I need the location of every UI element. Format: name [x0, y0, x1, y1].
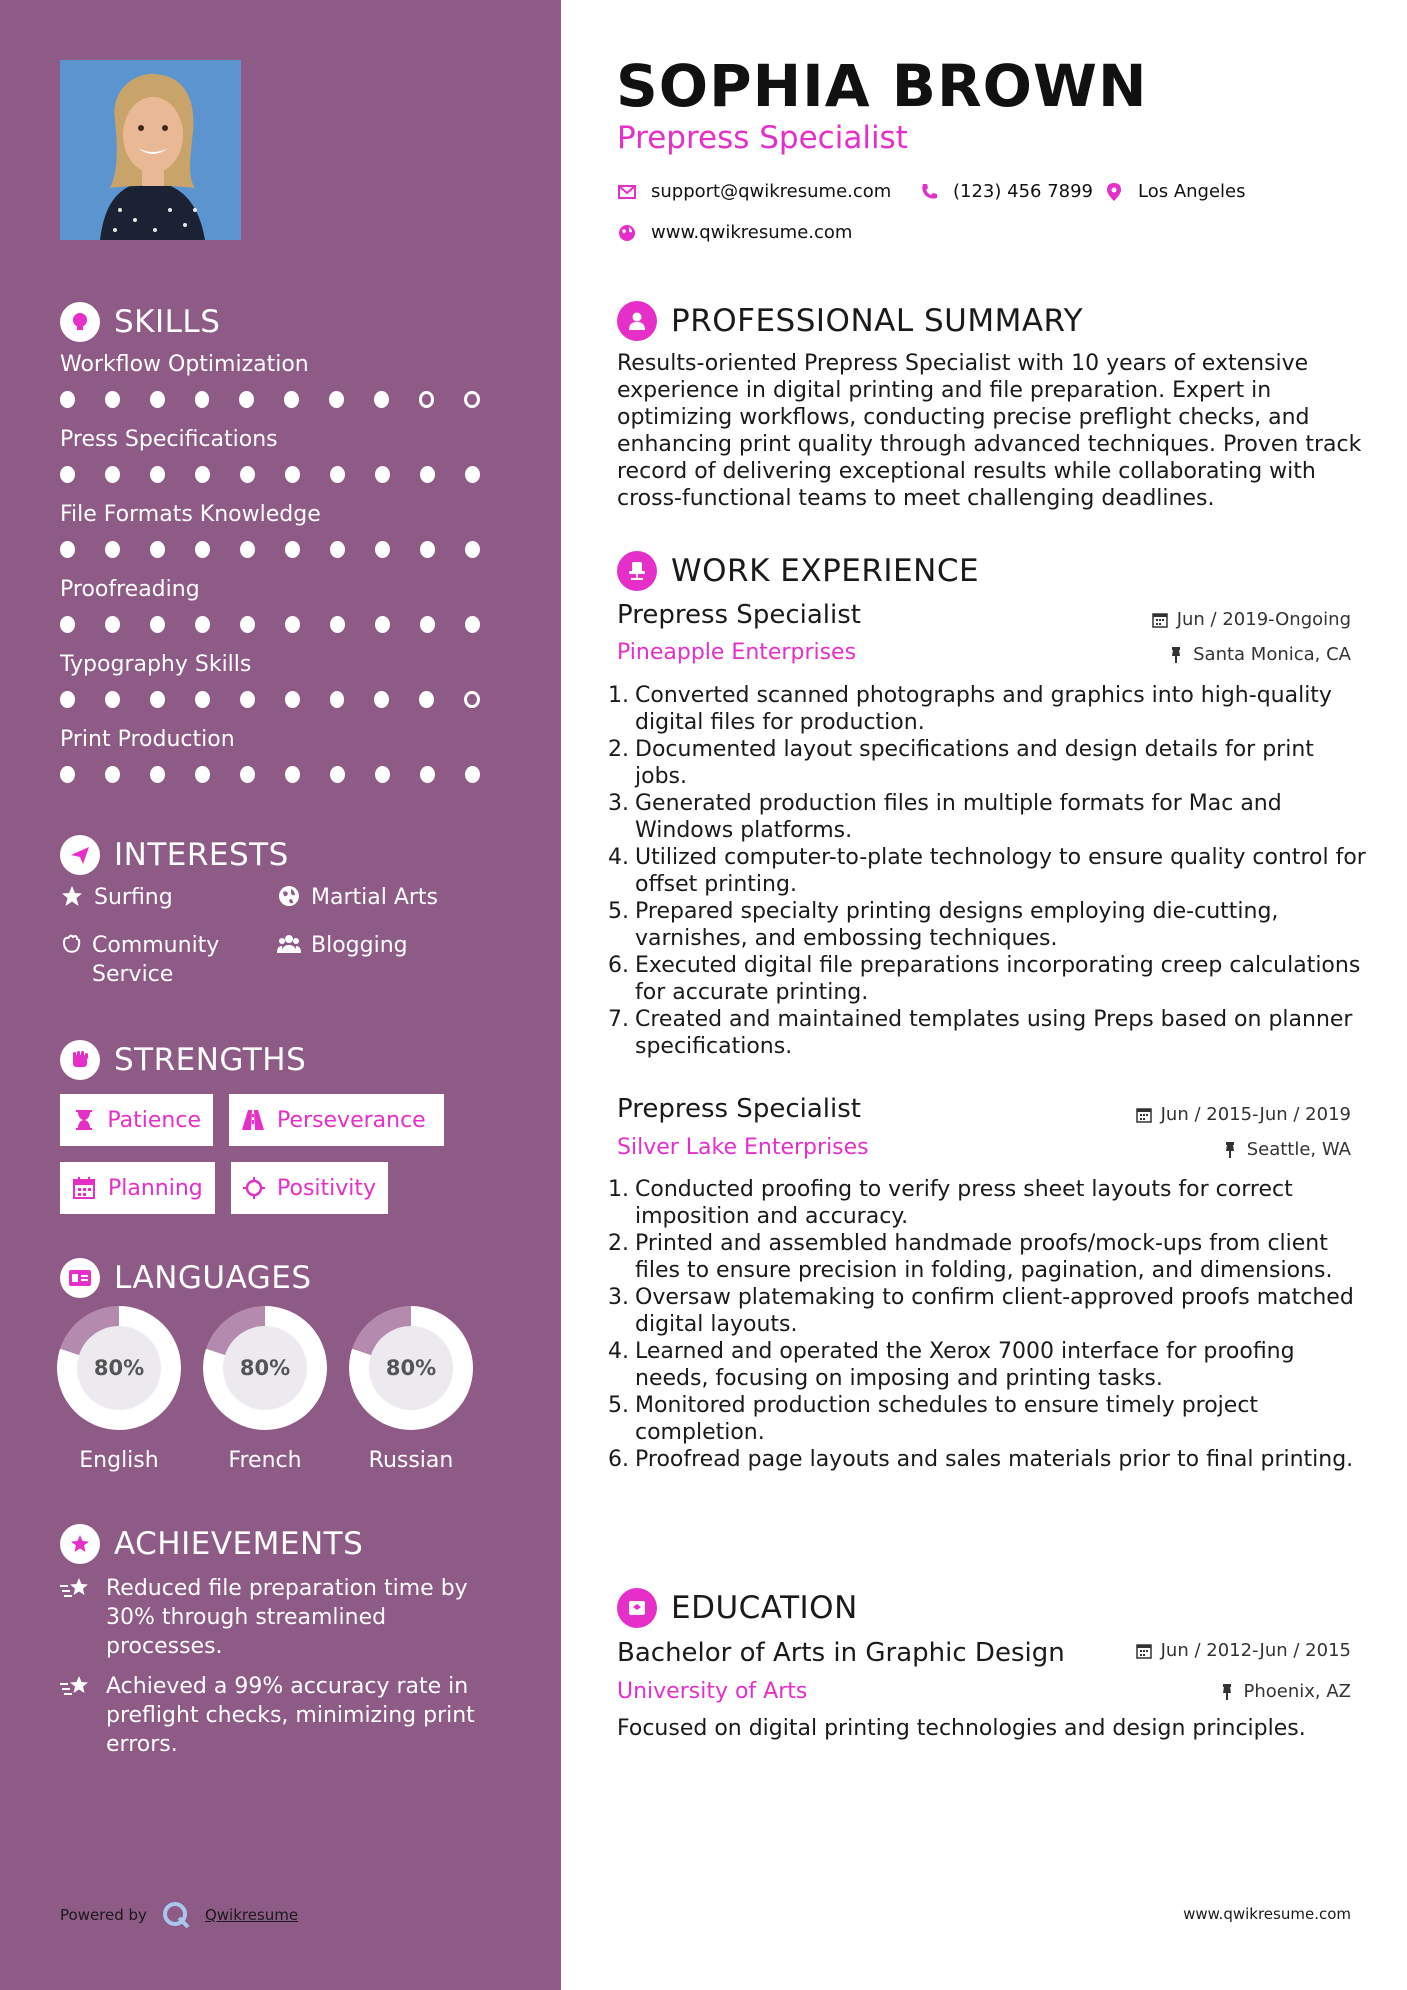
sun-icon — [243, 1176, 265, 1200]
school-name: University of Arts — [617, 1679, 808, 1704]
pushpin-icon — [1167, 646, 1185, 664]
responsibility-item — [608, 898, 1367, 952]
interests-heading — [60, 835, 289, 875]
education-location — [1218, 1681, 1352, 1702]
rating-dot-filled — [420, 541, 435, 558]
hourglass-icon — [72, 1108, 95, 1132]
list-number: 1. — [608, 683, 629, 708]
achievement-item — [60, 1574, 500, 1661]
pushpin-icon — [1218, 1683, 1236, 1701]
rating-dot-filled — [420, 616, 435, 633]
language-icon — [60, 1258, 100, 1298]
rating-dot-filled — [375, 616, 390, 633]
interest-item — [277, 883, 438, 912]
responsibility-item — [608, 952, 1367, 1006]
language-item — [57, 1306, 181, 1473]
rating-dot-filled — [375, 541, 390, 558]
job-dates — [1151, 609, 1351, 630]
section-title: INTERESTS — [114, 837, 289, 873]
rating-dot-empty — [419, 391, 435, 408]
responsibility-item — [608, 1392, 1367, 1446]
education-dates — [1135, 1640, 1351, 1661]
education-description: Focused on digital printing technologies and design principles. — [617, 1716, 1306, 1741]
dates-text: Jun / 2019-Ongoing — [1176, 609, 1351, 630]
achievement-text: Achieved a 99% accuracy rate in preflight checks, minimizing print errors. — [106, 1674, 475, 1757]
strength-label: Positivity — [277, 1175, 377, 1201]
qwikresume-link[interactable]: Qwikresume — [204, 1906, 299, 1924]
section-title: LANGUAGES — [114, 1260, 312, 1296]
responsibility-text: Proofread page layouts and sales materials prior to final printing. — [635, 1447, 1354, 1472]
contact-email[interactable] — [617, 181, 891, 202]
globe-icon — [617, 223, 637, 243]
list-number: 7. — [608, 1007, 629, 1032]
location-text: Santa Monica, CA — [1193, 644, 1351, 665]
degree-title: Bachelor of Arts in Graphic Design — [617, 1638, 1065, 1668]
strength-badge — [229, 1094, 444, 1146]
achievement-text: Reduced file preparation time by 30% through streamlined processes. — [106, 1576, 468, 1659]
sidebar — [0, 0, 561, 1990]
skill-row — [60, 427, 510, 483]
list-number: 4. — [608, 1339, 629, 1364]
rating-dot-filled — [240, 466, 255, 483]
rating-dot-filled — [330, 691, 345, 708]
section-title: WORK EXPERIENCE — [671, 553, 980, 589]
achievement-item — [60, 1672, 500, 1759]
map-pin-icon — [1104, 182, 1124, 202]
job-location — [1167, 644, 1351, 665]
rating-dot-filled — [240, 691, 255, 708]
rating-dot-filled — [60, 541, 75, 558]
interest-item — [60, 883, 173, 912]
fist-icon — [60, 1040, 100, 1080]
rating-dot-filled — [465, 466, 480, 483]
rating-dot-filled — [195, 691, 210, 708]
candidate-role: Prepress Specialist — [617, 120, 908, 156]
contact-website[interactable] — [617, 222, 852, 243]
job-company: Silver Lake Enterprises — [617, 1135, 869, 1160]
experience-heading — [617, 551, 979, 591]
list-number: 1. — [608, 1177, 629, 1202]
envelope-icon — [617, 182, 637, 202]
rating-dot-filled — [60, 466, 75, 483]
rating-dot-filled — [420, 766, 435, 783]
responsibility-text: Generated production files in multiple formats for Mac and Windows platforms. — [635, 791, 1282, 843]
responsibility-text: Monitored production schedules to ensure timely project completion. — [635, 1393, 1259, 1445]
shooting-star-icon — [60, 1576, 92, 1661]
interest-label: Community Service — [92, 933, 220, 987]
skill-name: Print Production — [60, 727, 235, 752]
summary-heading — [617, 301, 1083, 341]
rating-dot-filled — [330, 616, 345, 633]
skill-name: Typography Skills — [60, 652, 252, 677]
powered-by-label: Powered by — [60, 1906, 147, 1924]
skill-rating — [60, 466, 510, 483]
office-chair-icon — [617, 551, 657, 591]
responsibility-text: Prepared specialty printing designs employing die-cutting, varnishes, and embossing techniques. — [635, 899, 1279, 951]
responsibility-text: Printed and assembled handmade proofs/mock-ups from client files to ensure precision in folding, pagination, and dimensions. — [635, 1231, 1333, 1283]
language-percent: 80% — [77, 1326, 161, 1410]
skill-row — [60, 577, 510, 633]
rating-dot-filled — [150, 391, 165, 408]
skill-row — [60, 352, 510, 408]
powered-by — [60, 1900, 298, 1930]
contact-location — [1104, 181, 1246, 202]
language-percent: 80% — [369, 1326, 453, 1410]
section-title: STRENGTHS — [114, 1042, 307, 1078]
rating-dot-filled — [284, 391, 299, 408]
strengths-heading — [60, 1040, 306, 1080]
language-progress-ring — [203, 1306, 327, 1430]
rating-dot-filled — [195, 541, 210, 558]
rating-dot-empty — [464, 391, 480, 408]
responsibility-item — [608, 682, 1367, 736]
language-progress-ring — [57, 1306, 181, 1430]
language-name: French — [228, 1448, 302, 1473]
strength-badge — [60, 1094, 213, 1146]
calendar-icon — [1151, 611, 1169, 629]
rating-dot-filled — [150, 691, 165, 708]
skill-name: Press Specifications — [60, 427, 278, 452]
rating-dot-filled — [240, 616, 255, 633]
globe-icon — [277, 883, 301, 909]
rating-dot-filled — [239, 391, 254, 408]
rating-dot-filled — [195, 466, 210, 483]
interest-label: Surfing — [94, 885, 173, 910]
rating-dot-filled — [330, 541, 345, 558]
rating-dot-filled — [285, 766, 300, 783]
rating-dot-filled — [375, 466, 390, 483]
skill-name: Proofreading — [60, 577, 200, 602]
skill-rating — [60, 766, 510, 783]
responsibility-text: Utilized computer-to-plate technology to ensure quality control for offset printing. — [635, 845, 1366, 897]
rating-dot-filled — [195, 766, 210, 783]
skill-name: File Formats Knowledge — [60, 502, 321, 527]
responsibility-item — [608, 1338, 1367, 1392]
rating-dot-filled — [240, 766, 255, 783]
responsibility-text: Learned and operated the Xerox 7000 interface for proofing needs, focusing on imposing and printing tasks. — [635, 1339, 1295, 1391]
rating-dot-filled — [375, 766, 390, 783]
rating-dot-filled — [374, 391, 389, 408]
list-number: 6. — [608, 1447, 629, 1472]
language-name: Russian — [368, 1448, 454, 1473]
skill-row — [60, 727, 510, 783]
qwikresume-logo-icon — [161, 1900, 191, 1930]
lightbulb-icon — [60, 302, 100, 342]
list-number: 5. — [608, 899, 629, 924]
skill-rating — [60, 541, 510, 558]
job-responsibilities — [608, 1176, 1367, 1473]
strength-label: Planning — [108, 1175, 203, 1201]
skills-heading — [60, 302, 220, 342]
skill-rating — [60, 691, 510, 708]
list-number: 3. — [608, 791, 629, 816]
location-text: Los Angeles — [1138, 181, 1246, 202]
job-location — [1221, 1139, 1351, 1160]
responsibility-item — [608, 1284, 1367, 1338]
rating-dot-filled — [105, 616, 120, 633]
calendar-icon — [1135, 1106, 1153, 1124]
footer-website[interactable]: www.qwikresume.com — [1183, 1905, 1351, 1923]
interest-item — [277, 931, 408, 960]
language-item — [349, 1306, 473, 1473]
list-number: 2. — [608, 737, 629, 762]
rating-dot-filled — [419, 691, 434, 708]
skill-rating — [60, 616, 510, 633]
rating-dot-filled — [420, 466, 435, 483]
responsibility-text: Documented layout specifications and design details for print jobs. — [635, 737, 1314, 789]
job-dates — [1135, 1104, 1351, 1125]
rating-dot-filled — [60, 391, 75, 408]
paper-plane-icon — [60, 835, 100, 875]
shooting-star-icon — [60, 1674, 92, 1759]
skill-row — [60, 652, 510, 708]
pushpin-icon — [1221, 1141, 1239, 1159]
list-number: 6. — [608, 953, 629, 978]
responsibility-item — [608, 1230, 1367, 1284]
rating-dot-filled — [195, 391, 210, 408]
users-icon — [277, 931, 301, 957]
rating-dot-filled — [330, 766, 345, 783]
interest-item — [60, 931, 260, 989]
rating-dot-filled — [150, 766, 165, 783]
list-number: 4. — [608, 845, 629, 870]
interest-label: Martial Arts — [311, 885, 439, 910]
location-text: Phoenix, AZ — [1243, 1681, 1351, 1702]
contact-phone[interactable] — [919, 181, 1093, 202]
main-content — [561, 0, 1407, 1990]
rating-dot-filled — [60, 766, 75, 783]
rating-dot-filled — [465, 616, 480, 633]
rating-dot-filled — [150, 541, 165, 558]
list-number: 5. — [608, 1393, 629, 1418]
graduation-icon — [617, 1588, 657, 1628]
summary-text: Results-oriented Prepress Specialist with 10 years of extensive experience in digital printing and file preparation. Expert in optimizing workflows, conducting precise preflight checks, and enhancing print quality through advanced techniques. Proven track record of delivering exceptional results while collaborating with cross-functional teams to meet challenging deadlines. — [617, 351, 1362, 511]
rating-dot-filled — [60, 616, 75, 633]
section-title: PROFESSIONAL SUMMARY — [671, 303, 1084, 339]
phone-icon — [919, 182, 939, 202]
rating-dot-filled — [105, 541, 120, 558]
language-name: English — [79, 1448, 159, 1473]
responsibility-text: Conducted proofing to verify press sheet layouts for correct imposition and accuracy. — [635, 1177, 1293, 1229]
skill-rating — [60, 391, 510, 408]
education-heading — [617, 1588, 858, 1628]
calendar-icon — [1135, 1642, 1153, 1660]
rating-dot-filled — [465, 766, 480, 783]
rating-dot-filled — [150, 616, 165, 633]
responsibility-item — [608, 1006, 1367, 1060]
language-percent: 80% — [223, 1326, 307, 1410]
dates-text: Jun / 2012-Jun / 2015 — [1160, 1640, 1351, 1661]
job-responsibilities — [608, 682, 1367, 1060]
responsibility-item — [608, 790, 1367, 844]
responsibility-item — [608, 844, 1367, 898]
responsibility-item — [608, 1176, 1367, 1230]
skill-row — [60, 502, 510, 558]
responsibility-item — [608, 736, 1367, 790]
candidate-name: SOPHIA BROWN — [616, 52, 1148, 120]
phone-text: (123) 456 7899 — [953, 181, 1094, 202]
languages-heading — [60, 1258, 312, 1298]
rating-dot-filled — [330, 466, 345, 483]
strength-badge — [60, 1162, 215, 1214]
responsibility-text: Executed digital file preparations incorporating creep calculations for accurate printing. — [635, 953, 1361, 1005]
rating-dot-filled — [195, 616, 210, 633]
interest-label: Blogging — [311, 933, 408, 958]
hand-icon — [60, 931, 82, 957]
section-title: EDUCATION — [671, 1590, 858, 1626]
profile-photo — [60, 60, 241, 240]
rating-dot-filled — [285, 466, 300, 483]
responsibility-text: Created and maintained templates using Preps based on planner specifications. — [635, 1007, 1353, 1059]
website-text: www.qwikresume.com — [651, 222, 853, 243]
calendar-icon — [72, 1176, 96, 1200]
rating-dot-filled — [60, 691, 75, 708]
dates-text: Jun / 2015-Jun / 2019 — [1160, 1104, 1351, 1125]
location-text: Seattle, WA — [1246, 1139, 1351, 1160]
rating-dot-filled — [285, 691, 300, 708]
skill-name: Workflow Optimization — [60, 352, 309, 377]
section-title: SKILLS — [114, 304, 221, 340]
language-item — [203, 1306, 327, 1473]
achievements-heading — [60, 1524, 363, 1564]
rating-dot-filled — [465, 541, 480, 558]
rating-dot-filled — [240, 541, 255, 558]
job-title: Prepress Specialist — [617, 1094, 861, 1124]
strength-badge — [231, 1162, 388, 1214]
rating-dot-filled — [329, 391, 344, 408]
trophy-star-icon — [60, 1524, 100, 1564]
rating-dot-filled — [105, 391, 120, 408]
road-icon — [241, 1108, 265, 1132]
rating-dot-filled — [105, 691, 120, 708]
user-icon — [617, 301, 657, 341]
rating-dot-filled — [285, 616, 300, 633]
section-title: ACHIEVEMENTS — [114, 1526, 364, 1562]
list-number: 3. — [608, 1285, 629, 1310]
responsibility-text: Converted scanned photographs and graphics into high-quality digital files for production. — [635, 683, 1332, 735]
rating-dot-filled — [374, 691, 389, 708]
strength-label: Perseverance — [277, 1107, 426, 1133]
responsibility-text: Oversaw platemaking to confirm client-approved proofs matched digital layouts. — [635, 1285, 1354, 1337]
star-icon — [60, 883, 84, 909]
list-number: 2. — [608, 1231, 629, 1256]
rating-dot-empty — [464, 691, 480, 708]
email-text: support@qwikresume.com — [651, 181, 892, 202]
rating-dot-filled — [150, 466, 165, 483]
responsibility-item — [608, 1446, 1367, 1473]
strength-label: Patience — [107, 1107, 201, 1133]
rating-dot-filled — [105, 466, 120, 483]
rating-dot-filled — [105, 766, 120, 783]
language-progress-ring — [349, 1306, 473, 1430]
job-company: Pineapple Enterprises — [617, 640, 857, 665]
rating-dot-filled — [285, 541, 300, 558]
job-title: Prepress Specialist — [617, 600, 861, 630]
